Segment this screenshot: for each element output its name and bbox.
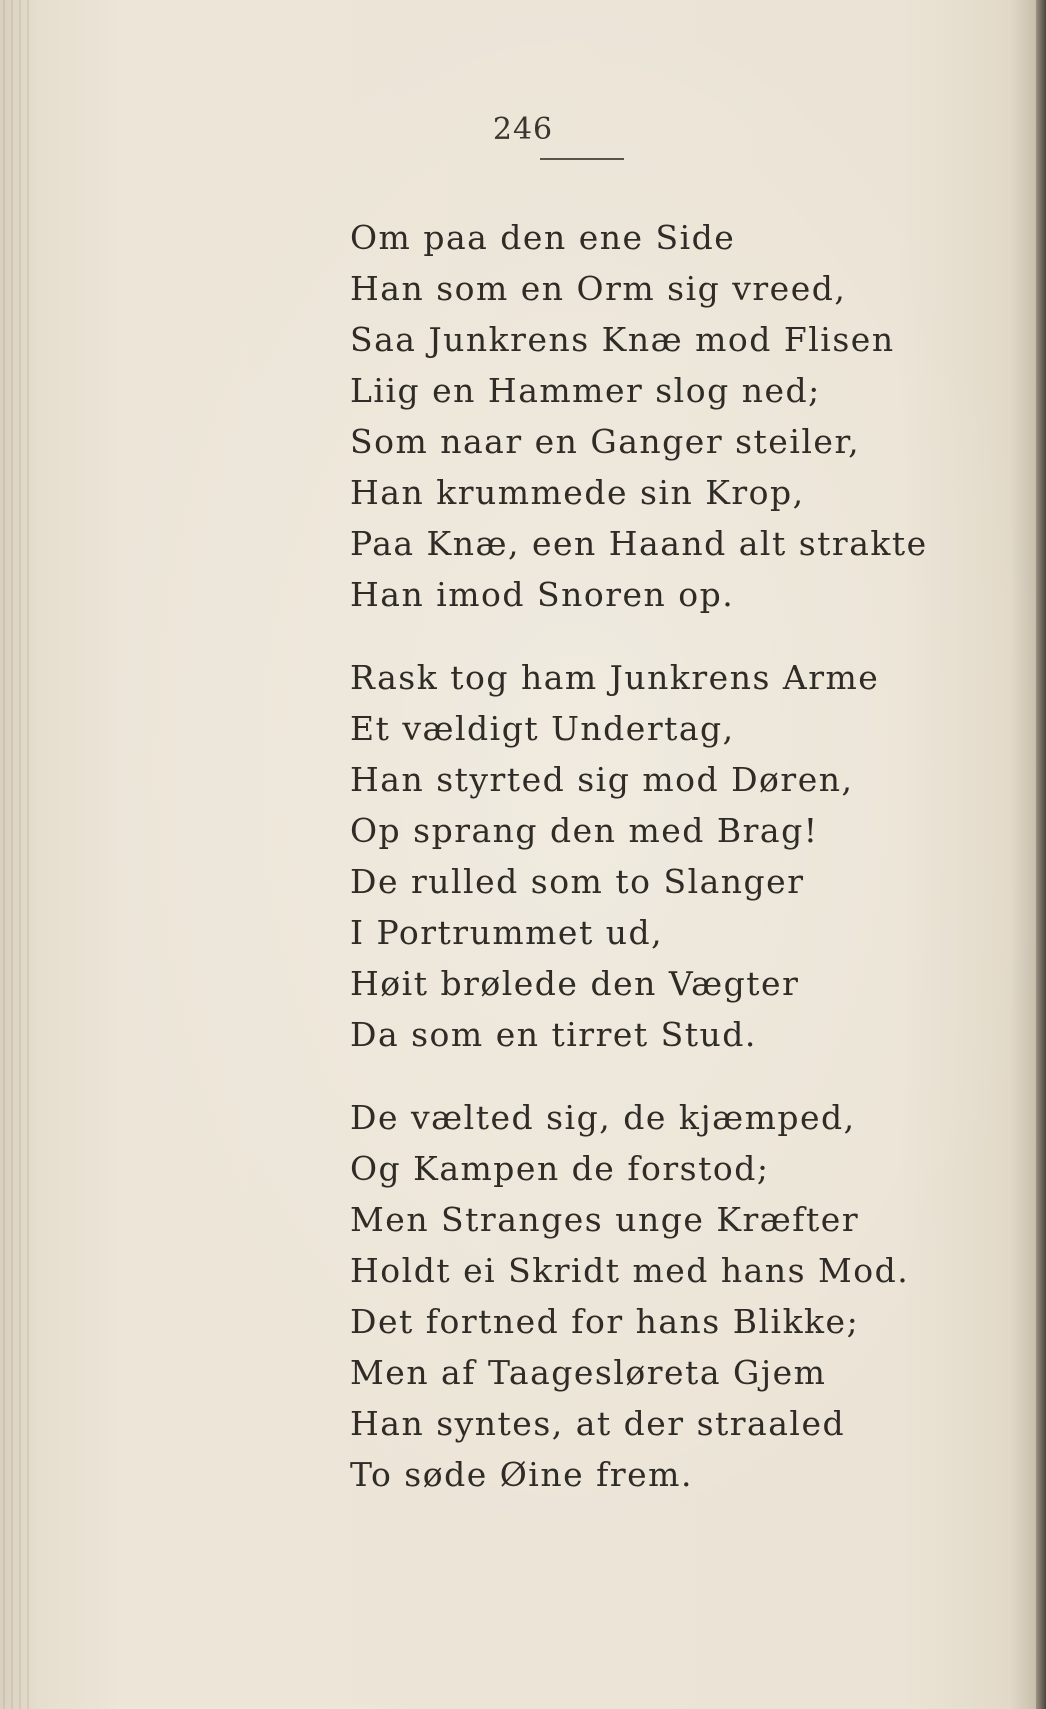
poem-line: Han imod Snoren op. [350,575,735,614]
poem-line: Et vældigt Undertag, [350,709,735,748]
poem-line: Og Kampen de forstod; [350,1149,770,1188]
stanza-1 [350,212,928,620]
poem-line: Men af Taagesløreta Gjem [350,1353,827,1392]
page-number: 246 [492,112,554,147]
poem-line: Holdt ei Skridt med hans Mod. [350,1251,910,1290]
poem-line: Liig en Hammer slog ned; [350,371,821,410]
poem-line: To søde Øine frem. [350,1455,693,1494]
poem-line: Rask tog ham Junkrens Arme [350,658,880,697]
poem-line: Høit brølede den Vægter [350,964,800,1003]
poem-line: De rulled som to Slanger [350,862,805,901]
poem-line: Han styrted sig mod Døren, [350,760,854,799]
poem-line: Han syntes, at der straaled [350,1404,846,1443]
poem-line: Paa Knæ, een Haand alt strakte [350,524,928,563]
poem-line: Men Stranges unge Kræfter [350,1200,860,1239]
page-edge [1036,0,1046,1709]
poem-line: Det fortned for hans Blikke; [350,1302,860,1341]
poem [350,212,928,1532]
poem-line: Han som en Orm sig vreed, [350,269,847,308]
binding-gutter [0,0,34,1709]
poem-line: Da som en tirret Stud. [350,1015,757,1054]
poem-line: Om paa den ene Side [350,218,736,257]
stanza-3 [350,1092,928,1500]
stanza-2 [350,652,928,1060]
poem-line: Op sprang den med Brag! [350,811,819,850]
poem-line: I Portrummet ud, [350,913,664,952]
poem-line: Som naar en Ganger steiler, [350,422,861,461]
poem-line: De vælted sig, de kjæmped, [350,1098,856,1137]
poem-line: Saa Junkrens Knæ mod Flisen [350,320,895,359]
page-number-rule [540,158,624,160]
poem-line: Han krummede sin Krop, [350,473,805,512]
